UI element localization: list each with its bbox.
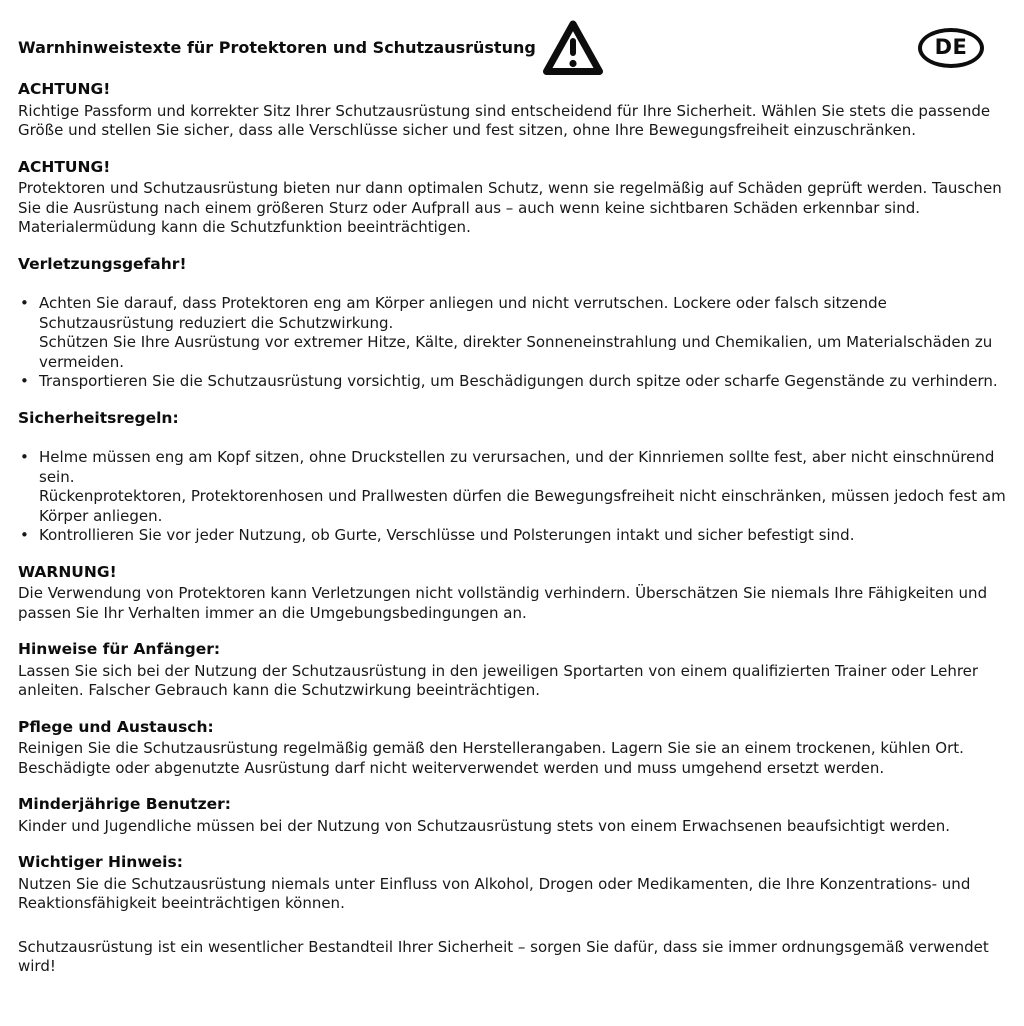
section-beginners xyxy=(18,640,1006,701)
section-injury-risk xyxy=(18,255,1006,392)
section-paragraph: Reinigen Sie die Schutzausrüstung regelmäßig gemäß den Herstellerangaben. Lagern Sie sie an einem trockenen, kühlen Ort. Beschädigte oder abgenutzte Ausrüstung darf nicht weiterverwendet werden und muss umgehend ersetzt werden. xyxy=(18,739,964,777)
language-badge-label: DE xyxy=(934,35,968,60)
bullet-text: Achten Sie darauf, dass Protektoren eng am Körper anliegen und nicht verrutschen. Lockere oder falsch sitzende Schutzausrüstung reduziert die Schutzwirkung. xyxy=(39,294,887,332)
section-safety-rules xyxy=(18,409,1006,546)
section-warning xyxy=(18,563,1006,624)
list-item xyxy=(18,294,1006,372)
bullet-text: Rückenprotektoren, Protektorenhosen und Prallwesten dürfen die Bewegungsfreiheit nicht einschränken, müssen jedoch fest am Körper anliegen. xyxy=(39,487,1006,525)
section-heading: Verletzungsgefahr! xyxy=(18,254,187,273)
section-heading: Minderjährige Benutzer: xyxy=(18,795,231,813)
section-heading: Wichtiger Hinweis: xyxy=(18,853,183,871)
list-item xyxy=(18,372,1006,392)
section-paragraph: Die Verwendung von Protektoren kann Verletzungen nicht vollständig verhindern. Überschätzen Sie niemals Ihre Fähigkeiten und passen Sie Ihr Verhalten immer an die Umgebungsbedingungen an. xyxy=(18,584,988,622)
language-badge xyxy=(918,28,984,68)
bullet-text: Schützen Sie Ihre Ausrüstung vor extremer Hitze, Kälte, direkter Sonneneinstrahlung und Chemikalien, um Materialschäden zu vermeiden. xyxy=(39,333,993,371)
bullet-icon: • xyxy=(20,294,29,312)
bullet-list xyxy=(18,294,1006,392)
section-care xyxy=(18,718,1006,779)
section-paragraph: Richtige Passform und korrekter Sitz Ihrer Schutzausrüstung sind entscheidend für Ihre Sicherheit. Wählen Sie stets die passende Größe und stellen Sie sicher, dass alle Verschlüsse sicher und fest sitzen, ohne Ihre Bewegungsfreiheit einzuschränken. xyxy=(18,101,991,139)
section-closing xyxy=(18,938,1006,977)
section-attention-1 xyxy=(18,80,1006,141)
section-minors xyxy=(18,795,1006,836)
bullet-content xyxy=(39,294,1006,372)
section-paragraph: Protektoren und Schutzausrüstung bieten nur dann optimalen Schutz, wenn sie regelmäßig auf Schäden geprüft werden. Tauschen Sie die Ausrüstung nach einem größeren Sturz oder Aufprall aus – auch wenn keine sichtbaren Schäden erkennbar sind. Materialermüdung kann die Schutzfunktion beeinträchtigen. xyxy=(18,179,1002,236)
page-title: Warnhinweistexte für Protektoren und Schutzausrüstung xyxy=(18,38,536,58)
section-heading: Pflege und Austausch: xyxy=(18,717,214,736)
bullet-content xyxy=(39,448,1006,526)
bullet-icon: • xyxy=(20,372,29,390)
warning-triangle-icon xyxy=(542,19,604,77)
section-heading: WARNUNG! xyxy=(18,562,117,581)
document-header xyxy=(18,0,1006,80)
bullet-content xyxy=(39,372,1006,392)
section-paragraph: Lassen Sie sich bei der Nutzung der Schutzausrüstung in den jeweiligen Sportarten von einem qualifizierten Trainer oder Lehrer anleiten. Falscher Gebrauch kann die Schutzwirkung beeinträchtigen. xyxy=(18,661,979,699)
bullet-icon: • xyxy=(20,526,29,544)
bullet-content xyxy=(39,526,1006,546)
bullet-text: Kontrollieren Sie vor jeder Nutzung, ob Gurte, Verschlüsse und Polsterungen intakt und sicher befestigt sind. xyxy=(39,526,855,544)
section-attention-2 xyxy=(18,158,1006,238)
bullet-text: Transportieren Sie die Schutzausrüstung vorsichtig, um Beschädigungen durch spitze oder scharfe Gegenstände zu verhindern. xyxy=(39,372,998,390)
section-paragraph: Kinder und Jugendliche müssen bei der Nutzung von Schutzausrüstung stets von einem Erwachsenen beaufsichtigt werden. xyxy=(18,816,951,835)
bullet-icon: • xyxy=(20,448,29,466)
bullet-text: Helme müssen eng am Kopf sitzen, ohne Druckstellen zu verursachen, und der Kinnriemen sollte fest, aber nicht einschnürend sein. xyxy=(39,448,995,486)
list-item xyxy=(18,448,1006,526)
bullet-list xyxy=(18,448,1006,546)
section-paragraph: Nutzen Sie die Schutzausrüstung niemals unter Einfluss von Alkohol, Drogen oder Medikamenten, die Ihre Konzentrations- und Reaktionsfähigkeit beeinträchtigen können. xyxy=(18,874,971,912)
section-heading: Hinweise für Anfänger: xyxy=(18,640,221,658)
section-heading: ACHTUNG! xyxy=(18,157,111,176)
section-heading: Sicherheitsregeln: xyxy=(18,408,179,427)
list-item xyxy=(18,526,1006,546)
section-important xyxy=(18,853,1006,914)
closing-paragraph: Schutzausrüstung ist ein wesentlicher Bestandteil Ihrer Sicherheit – sorgen Sie dafür, dass sie immer ordnungsgemäß verwendet wird! xyxy=(18,937,989,975)
section-heading: ACHTUNG! xyxy=(18,80,111,98)
